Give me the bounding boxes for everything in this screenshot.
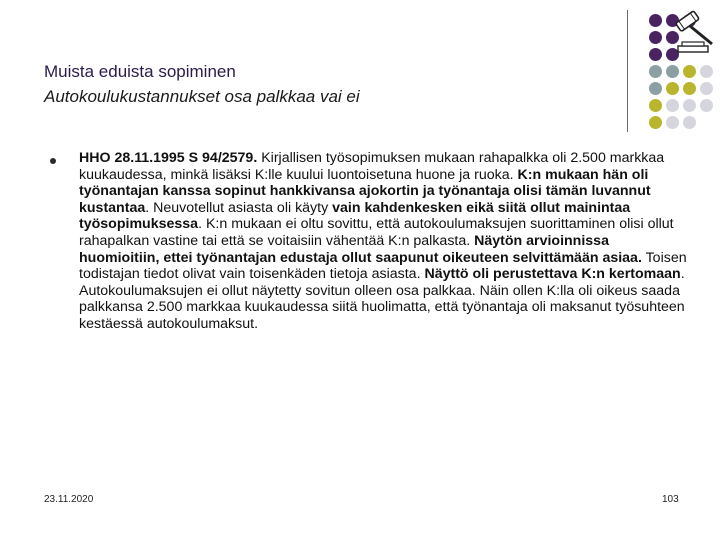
- body-text-segment: . Neuvotellut asiasta oli käyty: [145, 199, 333, 216]
- decorative-dot: [649, 14, 662, 27]
- body-bold-segment: Näyttö oli perustettava K:n kertomaan: [424, 266, 681, 283]
- body-text-segment: Toisen todistajan tiedot olivat vain toisenkäden tietoja asiasta.: [79, 249, 687, 283]
- body-bold-segment: Näytön arvioinnissa huomioitiin, ettei työnantajan edustaja ollut saapunut oikeuteen selvittämään asiaa.: [79, 232, 642, 266]
- body-text-segment: . Autokoulumaksujen ei ollut näytetty sovitun olleen osa palkkaa. Näin ollen K:lla oli oikeus saada palkkansa 2.500 markkaa kuukaudessa siitä huolimatta, että työnantaja oli maksanut työsuhteen kestäessä autokoulumaksut.: [79, 266, 685, 332]
- footer-date: 23.11.2020: [44, 494, 94, 505]
- decorative-dot: [666, 65, 679, 78]
- body-text-segment: Kirjallisen työsopimuksen mukaan rahapalkka oli 2.500 markkaa kuukaudessa, minkä lisäksi K:lle kuului luontoisetuna huone ja ruoka.: [79, 150, 665, 183]
- decorative-dot-grid: [0, 0, 720, 140]
- decorative-dot: [649, 65, 662, 78]
- decorative-dot: [683, 99, 696, 112]
- decorative-dot: [649, 99, 662, 112]
- decorative-dot: [666, 99, 679, 112]
- body-bold-segment: vain kahdenkesken eikä siitä ollut mainintaa työsopimuksessa: [79, 199, 631, 233]
- decorative-dot: [649, 116, 662, 129]
- body-text-segment: . K:n mukaan ei oltu sovittu, että autokoulumaksujen suorittaminen olisi ollut rahapalkan vastine tai että se voitaisiin vähentää K:n palkasta.: [79, 216, 674, 249]
- decorative-dot: [666, 82, 679, 95]
- decorative-dot: [683, 65, 696, 78]
- decorative-dot: [649, 82, 662, 95]
- decorative-dot: [649, 31, 662, 44]
- slide-subtitle: Autokoulukustannukset osa palkkaa vai ei: [44, 87, 360, 106]
- body-bold-segment: HHO 28.11.1995 S 94/2579.: [79, 150, 258, 166]
- page-number: 103: [662, 494, 679, 505]
- decorative-dot: [700, 99, 713, 112]
- body-paragraph: [79, 150, 691, 333]
- decorative-dot: [649, 48, 662, 61]
- decorative-dot: [683, 116, 696, 129]
- decorative-dot: [700, 82, 713, 95]
- decorative-dot: [683, 82, 696, 95]
- body-bold-segment: K:n mukaan hän oli työnantajan kanssa sopinut hankkivansa ajokortin ja työnantaja olisi tämän luvannut kustantaa: [79, 166, 651, 216]
- decorative-dot: [700, 65, 713, 78]
- bullet-marker: [50, 158, 56, 164]
- slide-title: Muista eduista sopiminen: [44, 62, 236, 81]
- decorative-dot: [666, 116, 679, 129]
- gavel-icon: [668, 6, 718, 56]
